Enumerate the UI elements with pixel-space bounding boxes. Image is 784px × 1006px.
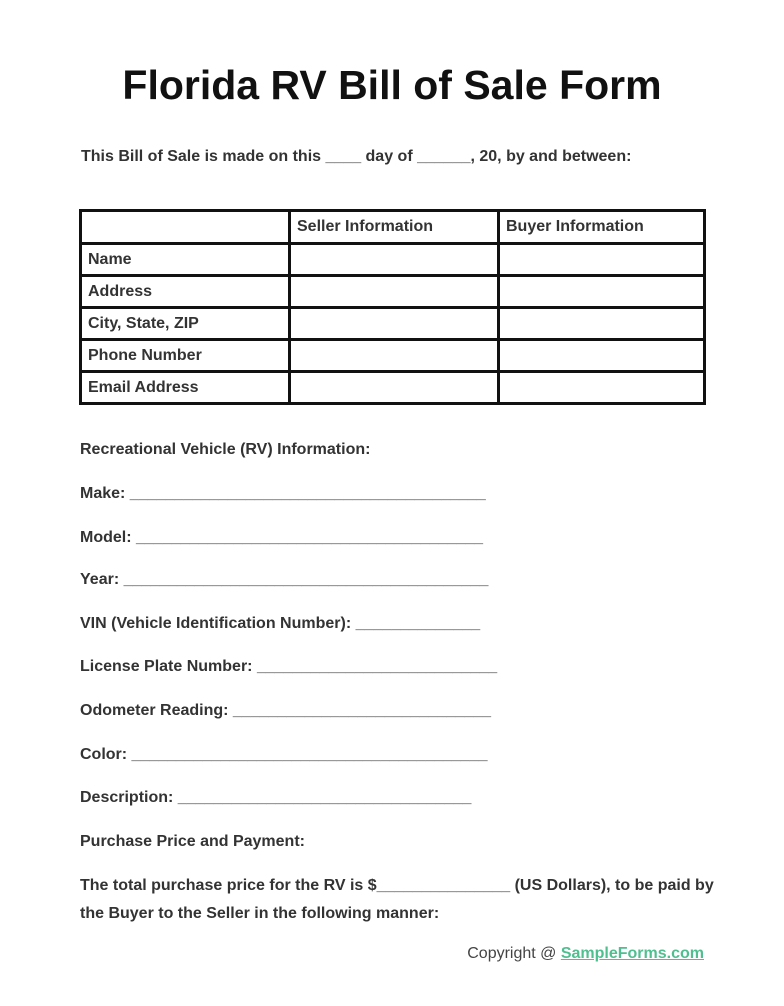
sampleforms-link[interactable]: SampleForms.com bbox=[560, 945, 704, 962]
table-header-blank bbox=[81, 211, 290, 244]
intro-sentence: This Bill of Sale is made on this ____ day of ______, 20, by and between: bbox=[81, 148, 632, 165]
table-row bbox=[81, 340, 705, 372]
model-field[interactable]: Model: _______________________________________ bbox=[80, 529, 484, 546]
row-label-city-state-zip: City, State, ZIP bbox=[81, 308, 290, 340]
row-label-address: Address bbox=[81, 276, 290, 308]
seller-info-header: Seller Information bbox=[290, 211, 499, 244]
buyer-city-state-zip-cell[interactable] bbox=[499, 308, 705, 340]
seller-address-cell[interactable] bbox=[290, 276, 499, 308]
year-field[interactable]: Year: _________________________________________ bbox=[80, 571, 489, 588]
table-header-row bbox=[81, 211, 705, 244]
row-label-phone: Phone Number bbox=[81, 340, 290, 372]
license-plate-field[interactable]: License Plate Number: ___________________________ bbox=[80, 658, 498, 675]
seller-email-cell[interactable] bbox=[290, 372, 499, 404]
odometer-field[interactable]: Odometer Reading: _____________________________ bbox=[80, 702, 491, 719]
buyer-phone-cell[interactable] bbox=[499, 340, 705, 372]
table-row bbox=[81, 244, 705, 276]
vin-field[interactable]: VIN (Vehicle Identification Number): ______________ bbox=[80, 615, 481, 632]
seller-name-cell[interactable] bbox=[290, 244, 499, 276]
seller-city-state-zip-cell[interactable] bbox=[290, 308, 499, 340]
buyer-name-cell[interactable] bbox=[499, 244, 705, 276]
buyer-email-cell[interactable] bbox=[499, 372, 705, 404]
rv-section-heading: Recreational Vehicle (RV) Information: bbox=[80, 441, 371, 458]
copyright-prefix: Copyright @ bbox=[467, 945, 561, 962]
color-field[interactable]: Color: ________________________________________ bbox=[80, 746, 488, 763]
description-field[interactable]: Description: _________________________________ bbox=[80, 789, 472, 806]
table-row bbox=[81, 372, 705, 404]
form-title: Florida RV Bill of Sale Form bbox=[122, 62, 662, 108]
seller-phone-cell[interactable] bbox=[290, 340, 499, 372]
party-info-table bbox=[79, 209, 706, 405]
table-row bbox=[81, 276, 705, 308]
copyright-footer bbox=[467, 945, 704, 963]
payment-terms-paragraph: The total purchase price for the RV is $_______________ (US Dollars), to be paid by the Buyer to the Seller in the following manner: bbox=[80, 877, 714, 922]
table-row bbox=[81, 308, 705, 340]
row-label-name: Name bbox=[81, 244, 290, 276]
buyer-address-cell[interactable] bbox=[499, 276, 705, 308]
row-label-email: Email Address bbox=[81, 372, 290, 404]
payment-section-heading: Purchase Price and Payment: bbox=[80, 833, 305, 850]
buyer-info-header: Buyer Information bbox=[499, 211, 705, 244]
make-field[interactable]: Make: ________________________________________ bbox=[80, 485, 486, 502]
